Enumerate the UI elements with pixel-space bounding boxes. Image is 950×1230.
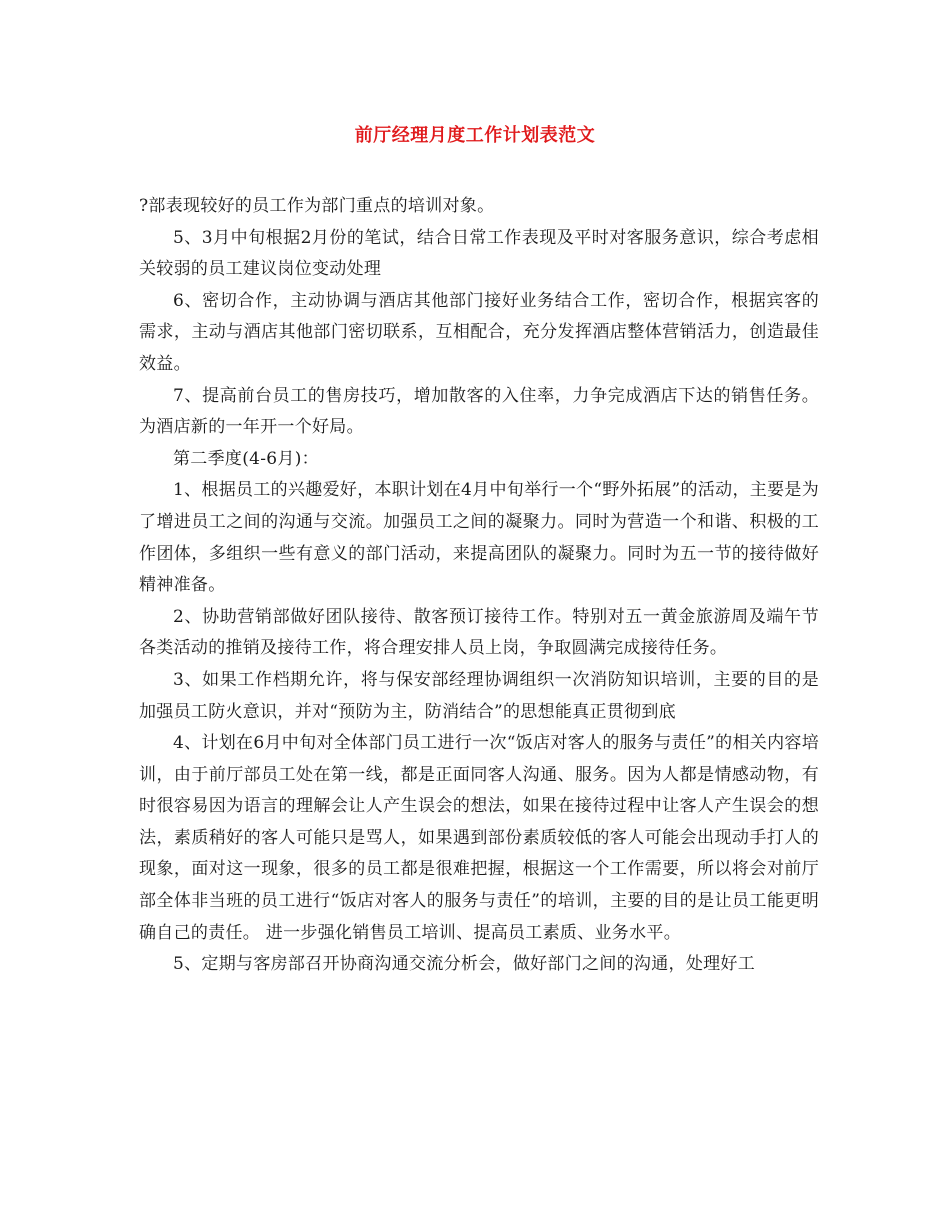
paragraph-item-6-q1: 6、密切合作，主动协调与酒店其他部门接好业务结合工作，密切合作，根据宾客的需求，主动与酒店其他部门密切联系，互相配合，充分发挥酒店整体营销活力，创造最佳效益。 [139, 290, 819, 374]
paragraph-item-4-q2: 4、计划在6月中旬对全体部门员工进行一次“饭店对客人的服务与责任”的相关内容培训，由于前厅部员工处在第一线，都是正面同客人沟通、服务。因为人都是情感动物，有时很容易因为语言的理解会让人产生误会的想法，如果在接待过程中让客人产生误会的想法，素质稍好的客人可能只是骂人，如果遇到部份素质较低的客人可能会出现动手打人的现象，面对这一现象，很多的员工都是很难把握，根据这一个工作需要，所以将会对前厅部全体非当班的员工进行“饭店对客人的服务与责任”的培训，主要的目的是让员工能更明确自己的责任。 进一步强化销售员工培训、提高员工素质、业务水平。 [139, 733, 819, 943]
section-heading-q2: 第二季度(4-6月)： [173, 448, 319, 469]
document-title: 前厅经理月度工作计划表范文 [354, 125, 596, 146]
paragraph-item-1-q2: 1、根据员工的兴趣爱好，本职计划在4月中旬举行一个“野外拓展”的活动，主要是为了增进员工之间的沟通与交流。加强员工之间的凝聚力。同时为营造一个和谐、积极的工作团体，多组织一些有意义的部门活动，来提高团队的凝聚力。同时为五一节的接待做好精神准备。 [139, 480, 819, 596]
paragraph-item-2-q2: 2、协助营销部做好团队接待、散客预订接待工作。特别对五一黄金旅游周及端午节各类活动的推销及接待工作，将合理安排人员上岗，争取圆满完成接待任务。 [139, 606, 819, 659]
document-body [139, 191, 819, 981]
paragraph-item-3-q2: 3、如果工作档期允许，将与保安部经理协调组织一次消防知识培训，主要的目的是加强员工防火意识，并对“预防为主，防消结合”的思想能真正贯彻到底 [139, 669, 819, 722]
paragraph-item-5-q1: 5、3月中旬根据2月份的笔试，结合日常工作表现及平时对客服务意识，综合考虑相关较弱的员工建议岗位变动处理 [139, 227, 819, 280]
paragraph-item-5-q2: 5、定期与客房部召开协商沟通交流分析会，做好部门之间的沟通，处理好工 [173, 954, 756, 975]
paragraph-item-7-q1: 7、提高前台员工的售房技巧，增加散客的入住率，力争完成酒店下达的销售任务。为酒店新的一年开一个好局。 [139, 385, 819, 438]
paragraph-continuation: ?部表现较好的员工作为部门重点的培训对象。 [139, 196, 495, 216]
